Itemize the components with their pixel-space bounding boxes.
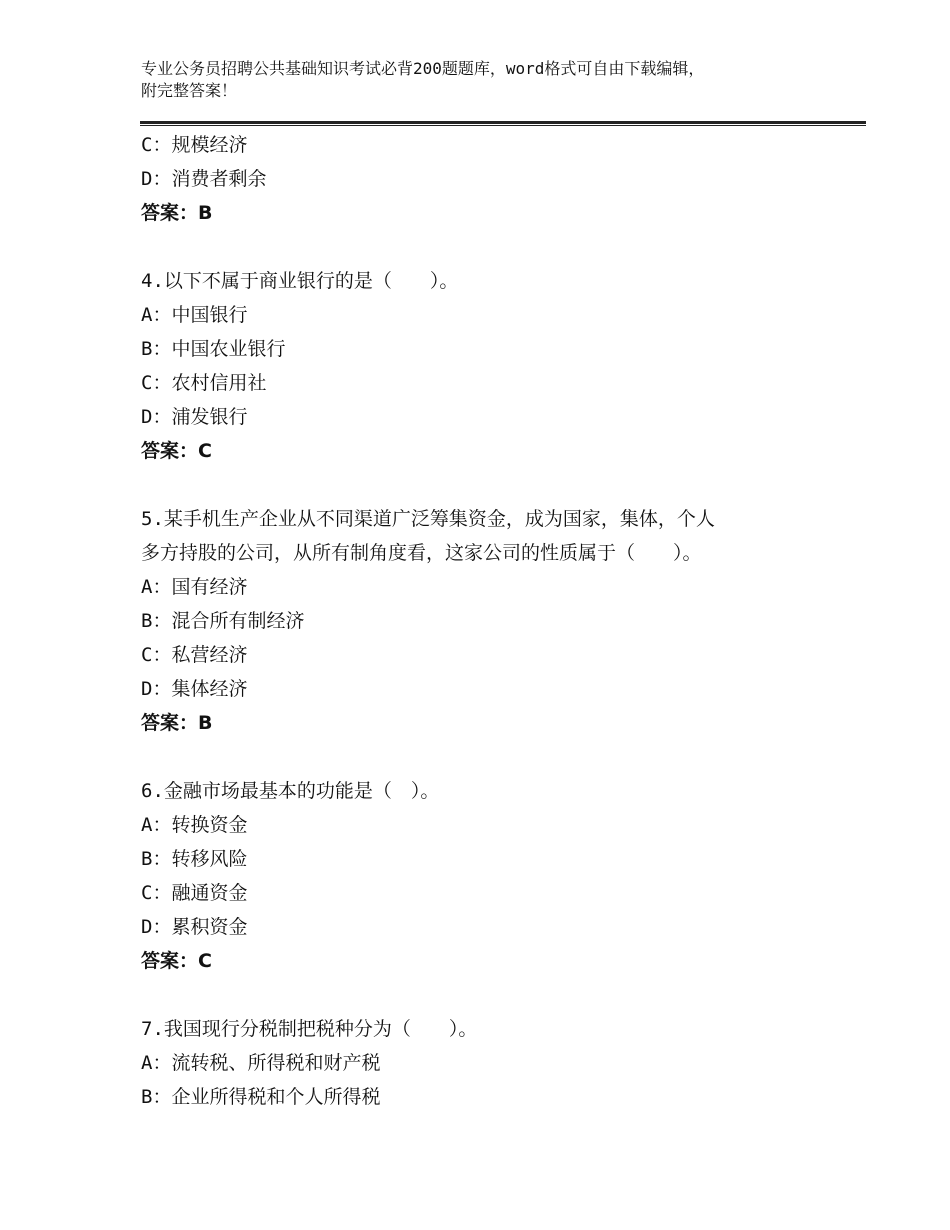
- spacer: [141, 230, 861, 264]
- document-header: [141, 58, 841, 102]
- q5-stem-line-1: 5.某手机生产企业从不同渠道广泛筹集资金，成为国家，集体，个人: [141, 508, 715, 530]
- q6-option-b: B：转移风险: [141, 848, 248, 870]
- q5-option-a: A：国有经济: [141, 576, 248, 598]
- q4-option-b: B：中国农业银行: [141, 338, 286, 360]
- q4-stem: 4.以下不属于商业银行的是（ ）。: [141, 270, 459, 292]
- q3-answer: 答案：B: [141, 202, 213, 224]
- q3-option-d: D：消费者剩余: [141, 168, 267, 190]
- question-list: [141, 128, 861, 1114]
- q6-option-d: D：累积资金: [141, 916, 248, 938]
- q5-option-b: B：混合所有制经济: [141, 610, 305, 632]
- header-title-line-2: 附完整答案！: [141, 81, 238, 100]
- header-divider: [140, 121, 866, 126]
- q7-stem: 7.我国现行分税制把税种分为（ ）。: [141, 1018, 478, 1040]
- q5-option-d: D：集体经济: [141, 678, 248, 700]
- q5-answer: 答案：B: [141, 712, 213, 734]
- spacer: [141, 468, 861, 502]
- q6-option-a: A：转换资金: [141, 814, 248, 836]
- q6-stem: 6.金融市场最基本的功能是（ ）。: [141, 780, 440, 802]
- spacer: [141, 978, 861, 1012]
- q3-option-c: C：规模经济: [141, 134, 248, 156]
- q6-answer: 答案：C: [141, 950, 212, 972]
- header-title-line-1: 专业公务员招聘公共基础知识考试必背200题题库，word格式可自由下载编辑，: [141, 59, 705, 78]
- spacer: [141, 740, 861, 774]
- q4-answer: 答案：C: [141, 440, 212, 462]
- q4-option-c: C：农村信用社: [141, 372, 267, 394]
- q6-option-c: C：融通资金: [141, 882, 248, 904]
- q5-option-c: C：私营经济: [141, 644, 248, 666]
- q4-option-d: D：浦发银行: [141, 406, 248, 428]
- q5-stem-line-2: 多方持股的公司，从所有制角度看，这家公司的性质属于（ ）。: [141, 542, 702, 564]
- q7-option-b: B：企业所得税和个人所得税: [141, 1086, 381, 1108]
- q7-option-a: A：流转税、所得税和财产税: [141, 1052, 381, 1074]
- q4-option-a: A：中国银行: [141, 304, 248, 326]
